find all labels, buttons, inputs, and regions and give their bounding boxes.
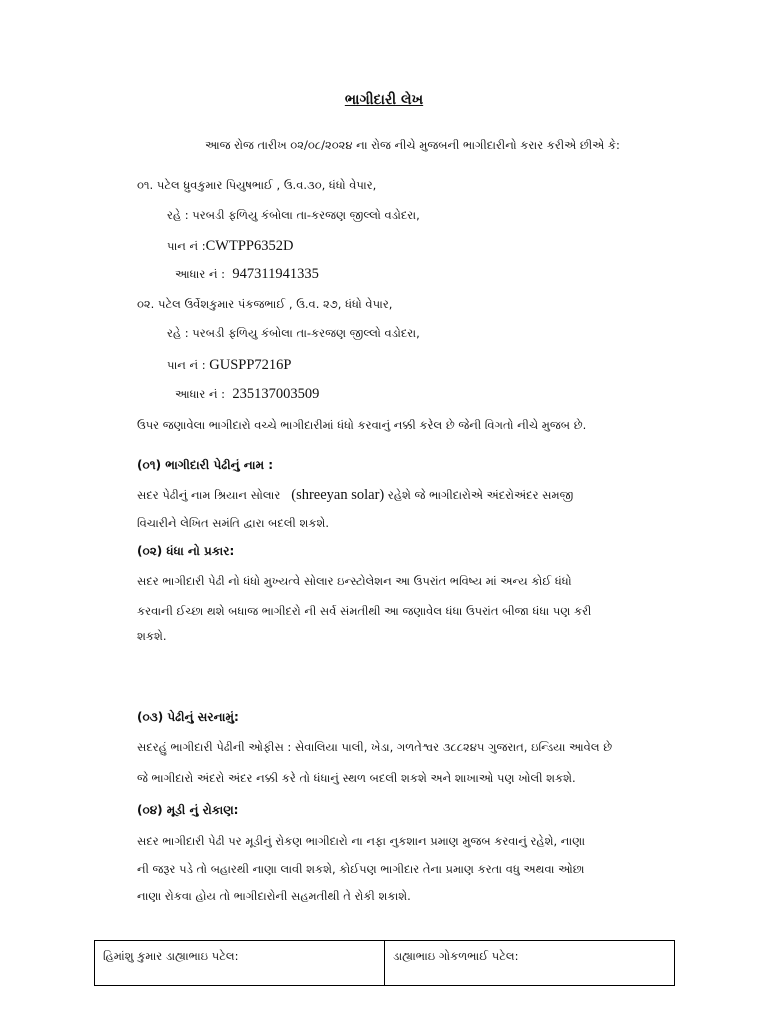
section-4-line-2: ની જરૂર પડે તો બહારથી નાણા લાવી શકશે, કોઈપણ ભાગીદાર તેના પ્રમાણ કરતા વધુ અથવા ઓછા	[137, 862, 585, 876]
partner-1-address: રહે : પરબડી ફળિયુ કંબોલા તા-કરજણ જીલ્લો વડોદરા,	[167, 208, 420, 222]
partner-1-name: ૦૧. પટેલ ધ્રુવકુમાર પિયુષભાઈ , ઉ.વ.૩૦, ધંધો વેપાર,	[137, 178, 377, 192]
section-3-heading: (૦૩) પેઢીનું સરનામું:	[137, 710, 239, 724]
section-1-line-2: વિચારીને લેખિત સમંતિ દ્વારા બદલી શકશે.	[137, 516, 329, 530]
partner-2-aadhar	[175, 386, 319, 403]
section-2-line-2: કરવાની ઈચ્છા થશે બધાજ ભાગીદરો ની સર્વ સંમતીથી આ જણાવેલ ધંધા ઉપરાંત બીજા ધંધા પણ કરી	[137, 604, 592, 618]
partner-1-pan	[167, 238, 293, 255]
document-title: ભાગીદારી લેખ	[344, 92, 424, 108]
section-4-line-1: સદર ભાગીદારી પેઢી પર મૂડીનું રોકણ ભાગીદારો ના નફા નુકશાન પ્રમાણ મુજબ કરવાનું રહેશે, નાણા	[137, 834, 586, 848]
section-2-line-3: શકશે.	[137, 629, 167, 643]
partner-2-aadhar-value: 235137003509	[232, 386, 320, 402]
partner-2-pan	[167, 357, 291, 374]
signature-cell-left: હિમાંશુ કુમાર ડાહ્યાભાઇ પટેલ:	[103, 949, 239, 963]
partner-2-pan-value: GUSPP7216P	[209, 357, 292, 373]
section-3-line-2: જે ભાગીદારો અંદરો અંદર નક્કી કરે તો ધંધાનું સ્થળ બદલી શકશે અને શાખાઓ પણ ખોલી શકશે.	[137, 771, 576, 785]
partner-2-name: ૦૨. પટેલ ઉર્વેશકુમાર પંકજભાઈ , ઉ.વ. ૨૭, ધંધો વેપાર,	[137, 297, 393, 311]
section-2-line-1: સદર ભાગીદારી પેઢી નો ધંધો મુખ્યત્વે સોલાર ઇન્સ્ટોલેશન આ ઉપરાંત ભવિષ્ય માં અન્ય કોઈ ધંધો	[137, 574, 572, 588]
partner-1-aadhar-label: આધાર નં :	[175, 267, 226, 281]
section-3-line-1: સદરહું ભાગીદારી પેઢીની ઓફીસ : સેવાલિયા પાલી, ખેડા, ગળતેશ્વર ૩૮૮૨૪૫ ગુજરાત, ઇન્ડિયા આવેલ છે	[137, 740, 613, 754]
section-1-line-1	[137, 487, 573, 504]
section-4-line-3: નાણા રોકવા હોય તો ભાગીદારોની સહમતીથી તે રોકી શકાશે.	[137, 889, 411, 903]
section-1-line-1c: રહેશે જે ભાગીદારોએ અંદરોઅંદર સમજી	[387, 488, 574, 502]
partner-2-aadhar-label: આધાર નં :	[175, 387, 226, 401]
signature-cell-right: ડાહ્યાભાઇ ગોકળભાઈ પટેલ:	[384, 941, 674, 985]
partner-1-pan-value: CWTPP6352D	[205, 238, 294, 254]
section-1-line-1a: સદર પેઢીનું નામ શ્રિયાન સોલાર	[137, 488, 281, 502]
partner-1-aadhar	[175, 266, 319, 283]
intro-text: આજ રોજ તારીખ ૦૨/૦૮/૨૦૨૪ ના રોજ નીચે મુજબની ભાગીદારીનો કરાર કરીએ છીએ કે:	[205, 138, 620, 152]
business-name-english: (shreeyan solar)	[291, 487, 385, 503]
summary-text: ઉપર જણાવેલા ભાગીદારો વચ્ચે ભાગીદારીમાં ધંધો કરવાનું નક્કી કરેલ છે જેની વિગતો નીચે મુજબ છે.	[137, 418, 587, 432]
partner-2-address: રહે : પરબડી ફળિયુ કંબોલા તા-કરજણ જીલ્લો વડોદરા,	[167, 326, 420, 340]
partner-1-aadhar-value: 947311941335	[232, 266, 319, 282]
section-1-heading: (૦૧) ભાગીદારી પેઢીનું નામ :	[137, 458, 274, 472]
partner-2-pan-label: પાન નં :	[167, 358, 206, 372]
partner-1-pan-label: પાન નં :	[167, 239, 206, 253]
signature-table	[94, 940, 675, 986]
section-2-heading: (૦૨) ધંધા નો પ્રકાર:	[137, 544, 235, 558]
section-4-heading: (૦૪) મૂડી નું રોકાણ:	[137, 803, 239, 817]
